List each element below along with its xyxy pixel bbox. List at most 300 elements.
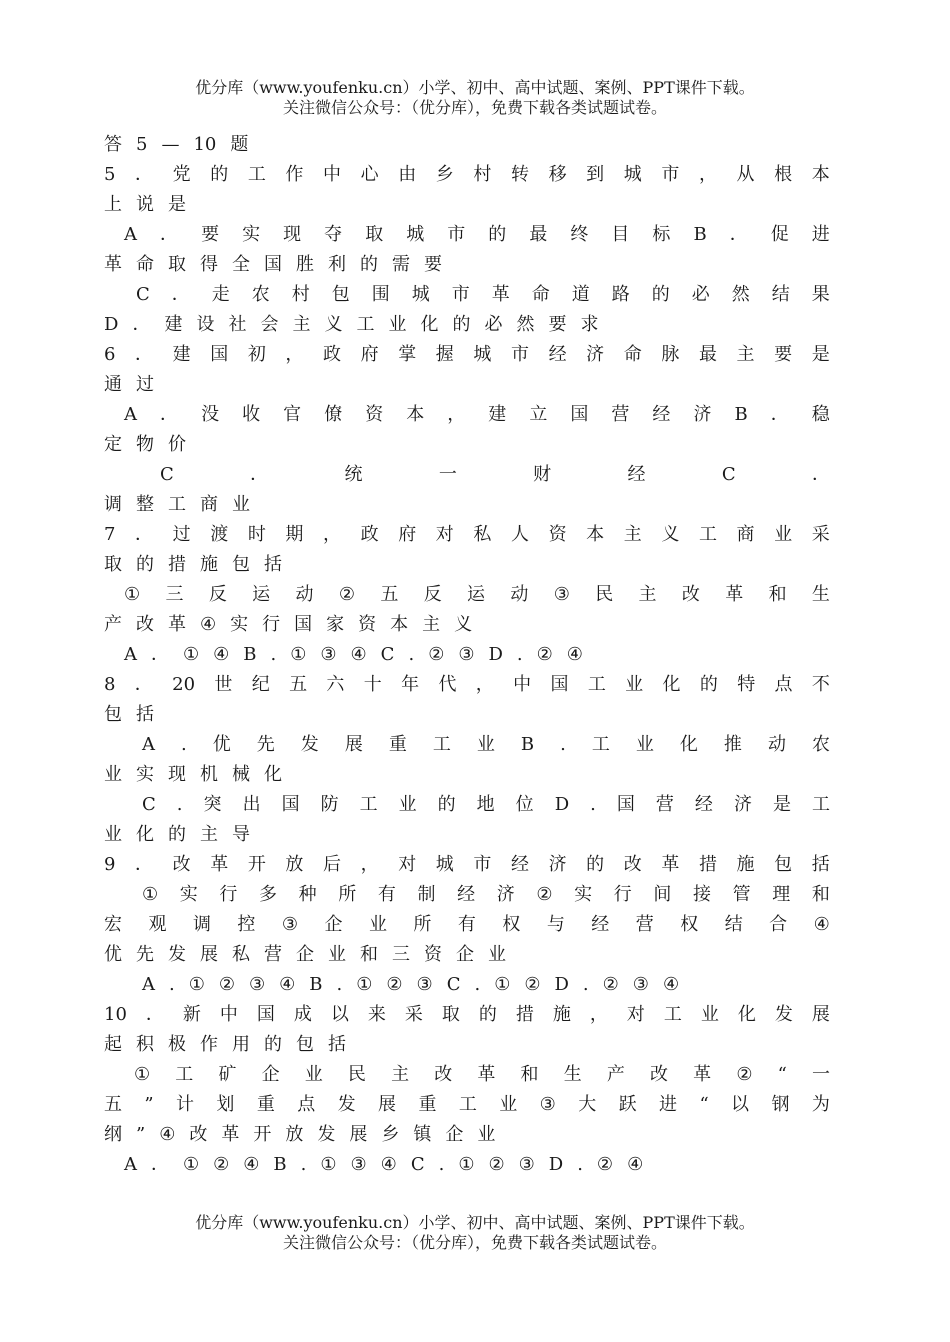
text-token: 标 <box>652 224 671 245</box>
text-token: 展 <box>811 1004 830 1025</box>
text-token: 化 <box>264 764 282 785</box>
text-token: 镇 <box>413 1124 432 1145</box>
text-line <box>104 460 830 490</box>
text-token: 市 <box>451 284 470 305</box>
text-token: 调 <box>104 494 122 515</box>
text-token: 积 <box>136 1034 154 1055</box>
text-token: ． <box>160 404 179 425</box>
text-token: D <box>548 1154 564 1175</box>
text-token: ③ <box>632 974 649 995</box>
text-token: ③ <box>281 914 299 935</box>
text-token: 计 <box>176 1094 195 1115</box>
text-token: 新 <box>182 1004 201 1025</box>
text-token: ④ <box>662 974 680 995</box>
text-line <box>104 730 830 760</box>
text-token: 运 <box>467 584 486 605</box>
text-token: 渡 <box>210 524 229 545</box>
text-token: ， <box>447 404 466 425</box>
text-token: 企 <box>324 914 343 935</box>
text-token: 业 <box>104 824 122 845</box>
text-token: ① <box>188 974 205 995</box>
text-token: 不 <box>811 674 830 695</box>
text-token: 的 <box>264 1034 282 1055</box>
text-token: 括 <box>136 704 154 725</box>
text-line <box>104 580 830 610</box>
text-token: 改 <box>172 854 191 875</box>
text-token: ② <box>338 584 355 605</box>
text-line <box>104 250 830 280</box>
text-token: 利 <box>328 254 346 275</box>
text-token: 的 <box>488 224 507 245</box>
text-token: 统 <box>344 464 363 485</box>
text-token: ③ <box>553 584 570 605</box>
text-token: 理 <box>772 884 791 905</box>
text-token: ， <box>698 164 717 185</box>
text-token: 设 <box>196 314 215 335</box>
text-token: 行 <box>219 884 238 905</box>
text-token: 位 <box>515 794 534 815</box>
text-token: 是 <box>772 794 791 815</box>
text-token: . <box>516 644 523 665</box>
text-token: 市 <box>447 224 466 245</box>
text-token: . <box>590 794 596 815</box>
text-token: 走 <box>211 284 230 305</box>
text-token: 终 <box>570 224 589 245</box>
text-token: 家 <box>326 614 345 635</box>
text-token: 济 <box>733 794 752 815</box>
text-token: 产 <box>606 1064 625 1085</box>
text-token: D <box>488 644 503 665</box>
text-token: 9 <box>104 854 116 875</box>
text-token: 经 <box>627 464 646 485</box>
text-token: ． <box>134 674 153 695</box>
text-token: 企 <box>296 944 314 965</box>
text-token: ． <box>171 284 190 305</box>
text-line <box>104 280 830 310</box>
text-token: 推 <box>723 734 742 755</box>
text-token: ” <box>144 1094 154 1115</box>
text-token: 命 <box>531 284 550 305</box>
text-token: 会 <box>260 314 279 335</box>
text-token: 五 <box>104 1094 122 1115</box>
text-line <box>104 760 830 790</box>
text-line <box>104 670 830 700</box>
text-token: . <box>474 974 481 995</box>
text-token: D <box>554 794 570 815</box>
text-token: 20 <box>172 674 196 695</box>
text-token: 村 <box>291 284 310 305</box>
text-token: 由 <box>398 164 417 185</box>
text-token: 经 <box>652 404 671 425</box>
text-token: 期 <box>285 524 304 545</box>
text-token: 义 <box>661 524 680 545</box>
text-token: 整 <box>136 494 154 515</box>
text-token: ① <box>183 1154 200 1175</box>
text-token: 过 <box>172 524 191 545</box>
text-token: C <box>410 1154 425 1175</box>
text-token: 主 <box>736 344 755 365</box>
text-token: 要 <box>424 254 442 275</box>
text-token: 施 <box>736 854 755 875</box>
text-token: 的 <box>437 794 456 815</box>
text-token: 乡 <box>381 1124 400 1145</box>
text-token: ④ <box>243 1154 260 1175</box>
text-token: . <box>582 974 589 995</box>
text-token: 商 <box>736 524 755 545</box>
text-token: 改 <box>681 584 700 605</box>
text-token: ． <box>250 464 269 485</box>
text-token: 先 <box>256 734 275 755</box>
text-token: ④ <box>213 644 230 665</box>
text-token: 资 <box>424 944 442 965</box>
text-token: 没 <box>201 404 220 425</box>
text-token: 制 <box>417 884 436 905</box>
text-token: 的 <box>210 164 229 185</box>
text-token: 立 <box>529 404 548 425</box>
text-token: 大 <box>578 1094 597 1115</box>
text-token: 业 <box>476 734 495 755</box>
text-token: 三 <box>165 584 184 605</box>
text-token: 现 <box>168 764 186 785</box>
text-token: 的 <box>452 314 471 335</box>
text-token: 工 <box>168 494 186 515</box>
text-line <box>104 160 830 190</box>
text-token: 命 <box>623 344 642 365</box>
text-token: 和 <box>811 884 830 905</box>
text-token: 政 <box>360 524 379 545</box>
text-token: 脉 <box>661 344 680 365</box>
text-token: 开 <box>253 1124 272 1145</box>
text-token: 要 <box>548 314 567 335</box>
text-line <box>104 130 830 160</box>
text-token: 一 <box>811 1064 830 1085</box>
text-token: 行 <box>613 884 632 905</box>
text-token: 业 <box>104 764 122 785</box>
text-token: 运 <box>252 584 271 605</box>
text-line <box>104 340 830 370</box>
text-line <box>104 490 830 520</box>
text-token: 先 <box>136 944 154 965</box>
text-token: ② <box>536 644 553 665</box>
text-token: ． <box>135 854 154 875</box>
text-line <box>104 610 830 640</box>
text-token: 间 <box>653 884 672 905</box>
text-token: ④ <box>627 1154 644 1175</box>
text-token: 营 <box>611 404 630 425</box>
text-token: 括 <box>328 1034 346 1055</box>
text-token: 以 <box>731 1094 750 1115</box>
text-token: 城 <box>406 224 425 245</box>
text-token: 作 <box>200 1034 218 1055</box>
text-token: 革 <box>210 854 229 875</box>
text-token: 实 <box>136 764 154 785</box>
text-token: 的 <box>360 254 378 275</box>
text-token: 私 <box>232 944 250 965</box>
text-token: 种 <box>298 884 317 905</box>
text-token: ③ <box>539 1094 556 1115</box>
text-token: B <box>734 404 748 425</box>
text-token: 括 <box>811 854 830 875</box>
text-token: ， <box>285 344 304 365</box>
text-token: ③ <box>350 1154 367 1175</box>
text-line <box>104 640 830 670</box>
text-token: 建 <box>488 404 507 425</box>
text-line <box>104 550 830 580</box>
text-token: 市 <box>510 344 529 365</box>
text-token: 全 <box>232 254 250 275</box>
footer-line-2: 关注微信公众号：（优分库），免费下载各类试题试卷。 <box>282 1233 667 1252</box>
text-token: 年 <box>401 674 420 695</box>
text-token: 反 <box>208 584 227 605</box>
text-token: ． <box>135 164 154 185</box>
text-token: 业 <box>635 734 654 755</box>
text-line <box>104 1060 830 1090</box>
text-token: 经 <box>510 854 529 875</box>
text-token: 宏 <box>104 914 122 935</box>
text-token: 必 <box>484 314 503 335</box>
text-token: ． <box>151 1154 169 1175</box>
text-token: . <box>336 974 343 995</box>
text-token: 7 <box>104 524 116 545</box>
text-line <box>104 220 830 250</box>
text-token: 企 <box>456 944 474 965</box>
text-token: 建 <box>172 344 191 365</box>
text-token: ④ <box>279 974 296 995</box>
text-token: 必 <box>691 284 710 305</box>
text-token: 业 <box>232 494 250 515</box>
text-token: 义 <box>454 614 473 635</box>
text-token: ① <box>290 644 307 665</box>
text-token: 说 <box>136 194 154 215</box>
text-token: 的 <box>168 824 186 845</box>
text-token: 的 <box>478 1004 497 1025</box>
text-token: 多 <box>259 884 278 905</box>
text-token: 求 <box>580 314 599 335</box>
text-token: 府 <box>398 524 417 545</box>
text-token: 商 <box>200 494 218 515</box>
text-token: 革 <box>221 1124 240 1145</box>
text-token: 包 <box>232 554 250 575</box>
text-token: ④ <box>380 1154 397 1175</box>
text-token: ② <box>213 1154 230 1175</box>
text-token: 民 <box>347 1064 366 1085</box>
text-token: 夺 <box>324 224 343 245</box>
text-token: 本 <box>406 404 425 425</box>
text-line <box>104 1000 830 1030</box>
text-token: 放 <box>285 1124 304 1145</box>
text-token: . <box>577 1154 583 1175</box>
text-token: 经 <box>457 884 476 905</box>
text-token: 调 <box>192 914 211 935</box>
text-token: 通 <box>104 374 122 395</box>
text-token: C <box>380 644 395 665</box>
text-token: ① <box>458 1154 475 1175</box>
text-token: 企 <box>445 1124 464 1145</box>
text-token: 党 <box>172 164 191 185</box>
text-token: 纲 <box>104 1124 122 1145</box>
text-token: 包 <box>296 1034 314 1055</box>
text-token: 括 <box>264 554 282 575</box>
text-token: 施 <box>200 554 218 575</box>
text-token: C <box>136 284 150 305</box>
text-token: 价 <box>168 434 186 455</box>
text-token: 济 <box>586 344 605 365</box>
text-token: 僚 <box>324 404 343 425</box>
text-token: 实 <box>230 614 249 635</box>
text-token: 到 <box>586 164 605 185</box>
text-line <box>104 190 830 220</box>
text-token: B <box>243 644 257 665</box>
text-token: 主 <box>638 584 657 605</box>
text-token: 的 <box>699 674 718 695</box>
text-token: 械 <box>232 764 250 785</box>
text-token: 以 <box>330 1004 349 1025</box>
text-token: 工 <box>359 794 378 815</box>
text-token: ③ <box>320 644 337 665</box>
text-token: 五 <box>289 674 308 695</box>
text-token: 国 <box>550 674 569 695</box>
text-token: 革 <box>477 1064 496 1085</box>
text-token: 业 <box>368 914 387 935</box>
text-token: ③ <box>416 974 433 995</box>
text-token: ③ <box>249 974 266 995</box>
text-token: ② <box>536 884 553 905</box>
text-token: 划 <box>216 1094 235 1115</box>
text-token: 施 <box>552 1004 571 1025</box>
text-line <box>104 940 830 970</box>
text-token: 出 <box>242 794 261 815</box>
text-token: 市 <box>661 164 680 185</box>
text-token: 改 <box>650 1064 669 1085</box>
text-token: 实 <box>574 884 593 905</box>
text-token: 定 <box>104 434 122 455</box>
text-token: 革 <box>661 854 680 875</box>
text-token: 路 <box>611 284 630 305</box>
text-line <box>104 1150 830 1180</box>
text-token: 包 <box>331 284 350 305</box>
text-token: ” <box>136 1124 146 1145</box>
text-token: 府 <box>360 344 379 365</box>
text-token: 发 <box>317 1124 336 1145</box>
text-token: 改 <box>136 614 154 635</box>
text-token: 世 <box>214 674 233 695</box>
text-token: 包 <box>104 704 122 725</box>
text-token: 实 <box>179 884 198 905</box>
text-token: C <box>142 794 156 815</box>
text-token: 要 <box>774 344 793 365</box>
text-token: ① <box>356 974 373 995</box>
text-token: A <box>124 224 137 245</box>
text-token: ， <box>475 674 494 695</box>
header-line-1: 优分库（www.youfenku.cn）小学、初中、高中试题、案例、PPT课件下载。 <box>195 78 755 97</box>
text-token: 农 <box>251 284 270 305</box>
text-token: 5 <box>104 164 116 185</box>
text-token: 重 <box>256 1094 275 1115</box>
text-token: 防 <box>320 794 339 815</box>
text-token: 对 <box>435 524 454 545</box>
text-token: 后 <box>323 854 342 875</box>
text-token: . <box>438 1154 445 1175</box>
text-token: 权 <box>680 914 699 935</box>
text-token: 命 <box>136 254 154 275</box>
text-token: 中 <box>323 164 342 185</box>
text-token: 经 <box>694 794 713 815</box>
text-token: 措 <box>698 854 717 875</box>
text-token: 主 <box>391 1064 410 1085</box>
text-token: 业 <box>625 674 644 695</box>
text-token: 生 <box>811 584 830 605</box>
text-token: ② <box>736 1064 753 1085</box>
text-token: 主 <box>292 314 311 335</box>
text-token: B <box>273 1154 287 1175</box>
text-token: 然 <box>731 284 750 305</box>
text-token: ④ <box>159 1124 176 1145</box>
text-token: 私 <box>473 524 492 545</box>
text-token: 起 <box>104 1034 122 1055</box>
text-token: 发 <box>300 734 319 755</box>
text-line <box>104 880 830 910</box>
text-token: 工 <box>587 674 606 695</box>
text-token: 三 <box>392 944 410 965</box>
text-token: 对 <box>626 1004 645 1025</box>
text-token: D <box>554 974 569 995</box>
text-token: 跃 <box>618 1094 637 1115</box>
text-token: 业 <box>388 314 407 335</box>
header-line-2: 关注微信公众号：（优分库），免费下载各类试题试卷。 <box>282 98 667 117</box>
text-token: 采 <box>404 1004 423 1025</box>
text-line <box>104 400 830 430</box>
text-token: 国 <box>210 344 229 365</box>
text-token: 资 <box>548 524 567 545</box>
text-token: 市 <box>473 854 492 875</box>
text-token: . <box>181 734 187 755</box>
text-token: ② <box>524 974 541 995</box>
text-token: 社 <box>228 314 247 335</box>
text-token: B <box>520 734 535 755</box>
text-line <box>104 700 830 730</box>
text-token: 营 <box>264 944 282 965</box>
text-token: 矿 <box>218 1064 237 1085</box>
text-token: 工 <box>432 734 451 755</box>
text-token: 反 <box>423 584 442 605</box>
text-token: 化 <box>679 734 698 755</box>
text-token: 进 <box>811 224 830 245</box>
text-token: 革 <box>693 1064 712 1085</box>
text-token: 业 <box>328 944 346 965</box>
text-token: 要 <box>201 224 220 245</box>
text-token: 发 <box>774 1004 793 1025</box>
text-token: 本 <box>586 524 605 545</box>
text-token: B <box>309 974 323 995</box>
text-token: 中 <box>219 1004 238 1025</box>
text-token: 的 <box>651 284 670 305</box>
text-token: 心 <box>360 164 379 185</box>
text-token: 优 <box>212 734 231 755</box>
text-token: 展 <box>344 734 363 755</box>
text-token: 资 <box>358 614 377 635</box>
text-token: 国 <box>256 1004 275 1025</box>
footer-line-1: 优分库（www.youfenku.cn）小学、初中、高中试题、案例、PPT课件下载。 <box>195 1213 755 1232</box>
text-token: 济 <box>548 854 567 875</box>
text-token: 革 <box>168 614 186 635</box>
text-token: 业 <box>488 944 506 965</box>
text-token: 8 <box>104 674 116 695</box>
text-token: 主 <box>623 524 642 545</box>
text-token: 得 <box>200 254 218 275</box>
text-token: ② <box>602 974 619 995</box>
text-token: 钢 <box>771 1094 790 1115</box>
text-token: 取 <box>168 254 186 275</box>
